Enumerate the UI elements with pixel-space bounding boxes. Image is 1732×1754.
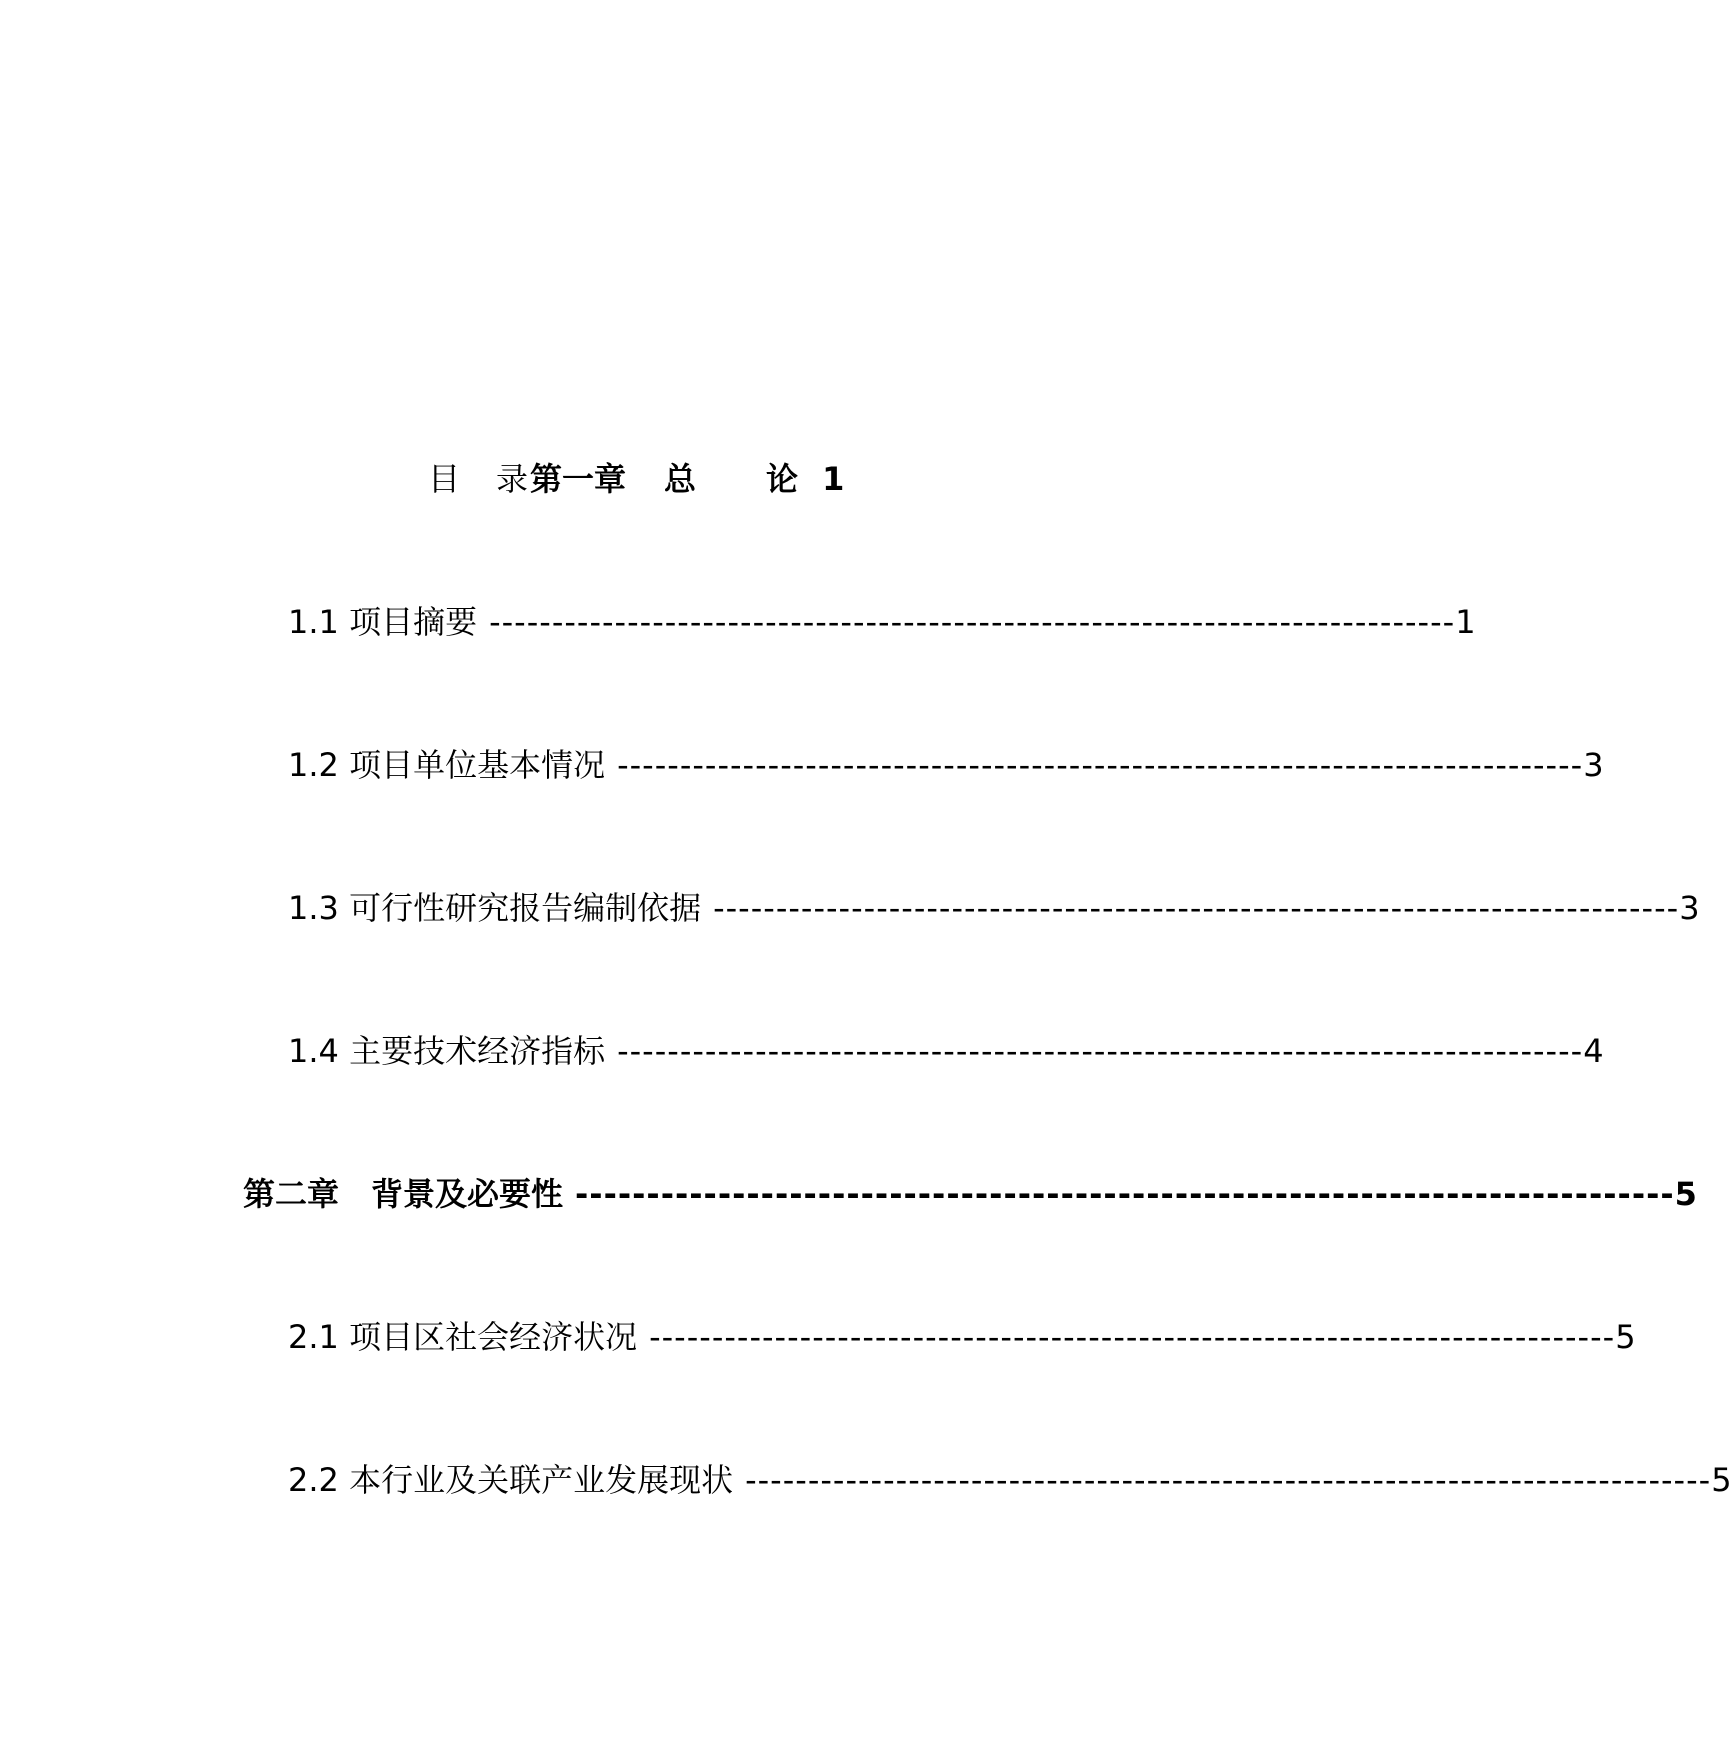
toc-entry-label: 1.2 项目单位基本情况: [288, 746, 606, 784]
toc-page-number: 5: [1674, 1175, 1697, 1213]
toc-entry[interactable]: [288, 741, 1604, 789]
toc-title: [428, 455, 844, 503]
toc-entry-label: 2.1 项目区社会经济状况: [288, 1318, 638, 1356]
toc-page-number: 4: [1583, 1032, 1604, 1070]
chapter-1-label: 第一章: [530, 460, 627, 498]
toc-page-number: 3: [1679, 889, 1700, 927]
toc-entry[interactable]: [288, 598, 1476, 646]
toc-entry[interactable]: [288, 1027, 1604, 1075]
toc-page-number: 3: [1583, 746, 1604, 784]
toc-entry-label: 2.2 本行业及关联产业发展现状: [288, 1461, 734, 1499]
toc-leader: -----------------------------------------------------------------------------: [575, 1175, 1675, 1213]
toc-entry-label: 第二章 背景及必要性: [243, 1175, 564, 1213]
toc-entry-label: 1.1 项目摘要: [288, 603, 478, 641]
toc-entry-label: 1.3 可行性研究报告编制依据: [288, 889, 702, 927]
chapter-1-page-number: 1: [822, 460, 845, 498]
toc-page-number: 5: [1711, 1461, 1732, 1499]
chapter-1-title-part1: 总: [664, 460, 697, 498]
toc-leader: -----------------------------------------------------------------------------: [617, 746, 1584, 784]
toc-leader: -----------------------------------------------------------------------------: [649, 1318, 1616, 1356]
toc-entry[interactable]: [288, 884, 1700, 932]
toc-leader: -----------------------------------------------------------------------------: [713, 889, 1680, 927]
toc-entry-label: 1.4 主要技术经济指标: [288, 1032, 606, 1070]
toc-chapter-entry[interactable]: [243, 1170, 1697, 1218]
toc-leader: -----------------------------------------------------------------------------: [489, 603, 1456, 641]
toc-leader: -----------------------------------------------------------------------------: [617, 1032, 1584, 1070]
toc-leader: -----------------------------------------------------------------------------: [745, 1461, 1712, 1499]
toc-entry[interactable]: [288, 1313, 1636, 1361]
toc-entry[interactable]: [288, 1456, 1732, 1504]
toc-heading: 目 录: [428, 460, 531, 498]
toc-page-number: 1: [1455, 603, 1476, 641]
toc-page-number: 5: [1615, 1318, 1636, 1356]
chapter-1-title-part2: 论: [766, 460, 799, 498]
